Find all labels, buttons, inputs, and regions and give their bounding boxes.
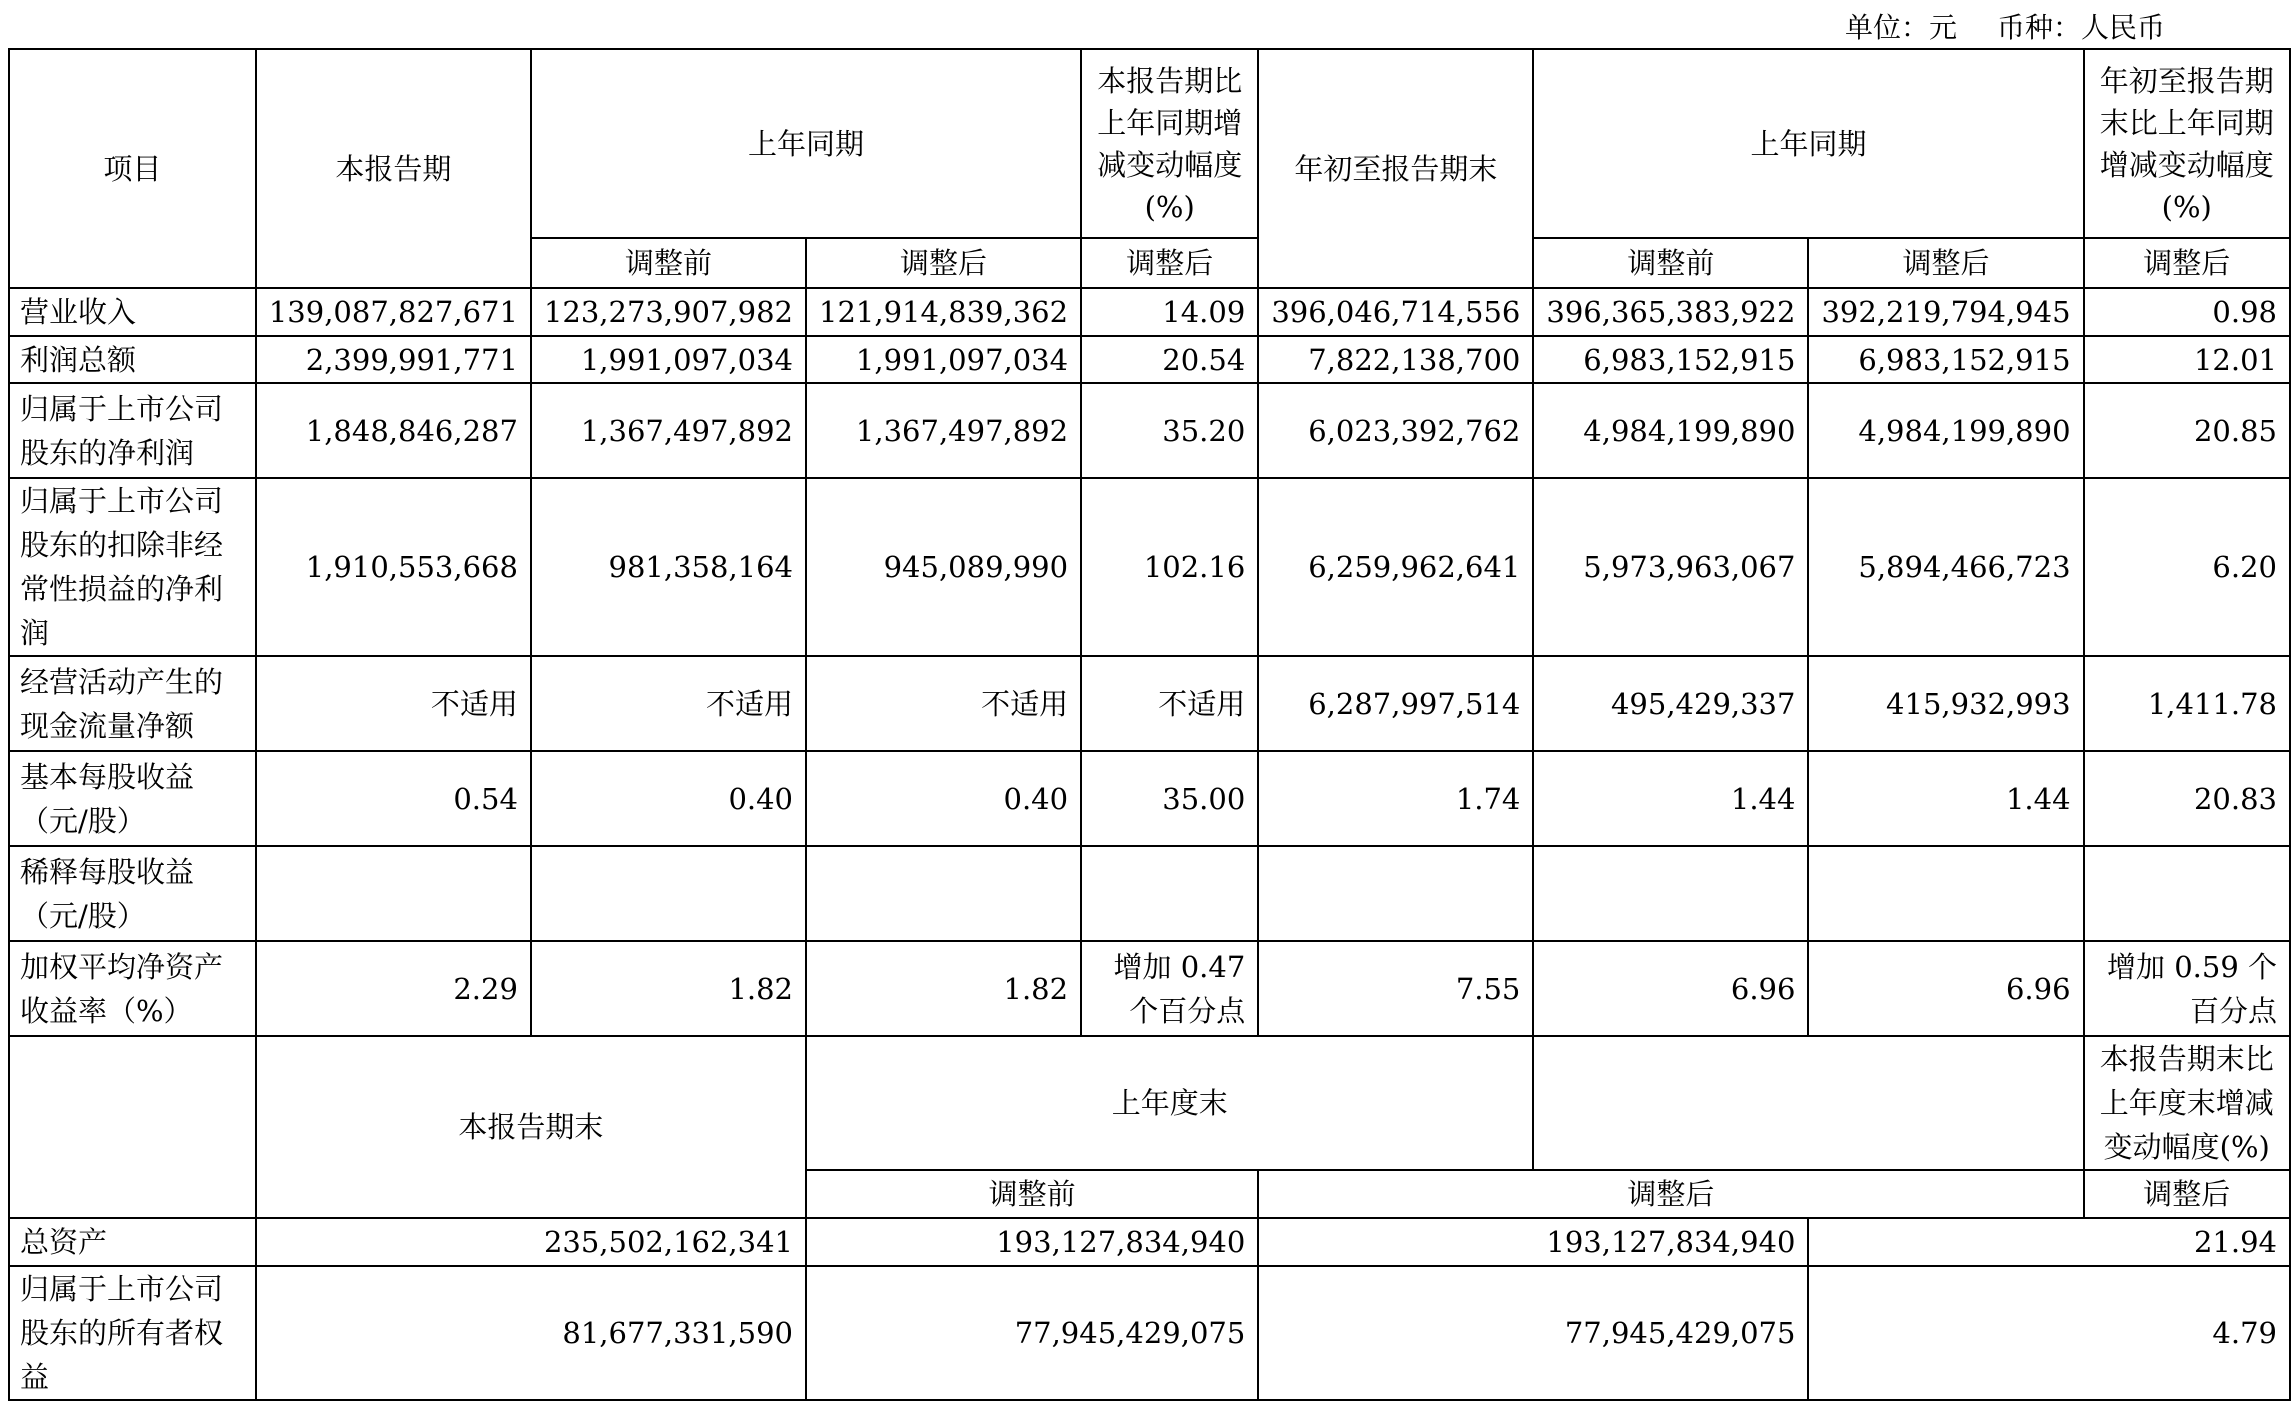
cell-prior-before: 1,367,497,892 xyxy=(531,383,806,478)
cell-ytd-change: 0.98 xyxy=(2084,288,2290,336)
unit-line xyxy=(1845,6,2165,46)
balance-item: 总资产 xyxy=(9,1218,256,1266)
cell-current: 1,848,846,287 xyxy=(256,383,531,478)
cell-ytd-change xyxy=(2084,846,2290,941)
table-row xyxy=(9,846,2290,941)
table-row xyxy=(9,478,2290,656)
cell-prior-after: 不适用 xyxy=(806,656,1081,751)
header-item: 项目 xyxy=(9,49,256,288)
row-item: 稀释每股收益（元/股） xyxy=(9,846,256,941)
balance-after: 193,127,834,940 xyxy=(1258,1218,1808,1266)
cell-ytd-prior-after xyxy=(1808,846,2083,941)
cell-current: 0.54 xyxy=(256,751,531,846)
cell-prior-after: 1,991,097,034 xyxy=(806,336,1081,383)
balance-before: 193,127,834,940 xyxy=(806,1218,1258,1266)
cell-ytd-change: 1,411.78 xyxy=(2084,656,2290,751)
cell-current: 不适用 xyxy=(256,656,531,751)
balance-item: 归属于上市公司股东的所有者权益 xyxy=(9,1266,256,1400)
cell-ytd-prior-before: 1.44 xyxy=(1533,751,1808,846)
balance-period-end: 235,502,162,341 xyxy=(256,1218,806,1266)
financial-table xyxy=(8,48,2291,1401)
header-prior-year-ytd: 上年同期 xyxy=(1533,49,2083,238)
cell-change: 不适用 xyxy=(1081,656,1258,751)
cell-current: 1,910,553,668 xyxy=(256,478,531,656)
row-item: 基本每股收益（元/股） xyxy=(9,751,256,846)
balance-subheader-before: 调整前 xyxy=(806,1170,1258,1218)
cell-ytd-change: 12.01 xyxy=(2084,336,2290,383)
cell-ytd-prior-after: 392,219,794,945 xyxy=(1808,288,2083,336)
row-item: 加权平均净资产收益率（%） xyxy=(9,941,256,1036)
cell-ytd-prior-after: 6,983,152,915 xyxy=(1808,336,2083,383)
header-current-period: 本报告期 xyxy=(256,49,531,288)
balance-period-end: 81,677,331,590 xyxy=(256,1266,806,1400)
row-item: 利润总额 xyxy=(9,336,256,383)
row-item: 归属于上市公司股东的扣除非经常性损益的净利润 xyxy=(9,478,256,656)
cell-prior-after: 0.40 xyxy=(806,751,1081,846)
subheader-ytd-before: 调整前 xyxy=(1533,238,1808,288)
balance-subheader-after: 调整后 xyxy=(1258,1170,2083,1218)
cell-ytd-change: 20.83 xyxy=(2084,751,2290,846)
currency-label: 币种：人民币 xyxy=(1997,11,2166,44)
cell-prior-after: 945,089,990 xyxy=(806,478,1081,656)
table-row xyxy=(9,656,2290,751)
cell-current: 2.29 xyxy=(256,941,531,1036)
subheader-change-after: 调整后 xyxy=(1081,238,1258,288)
cell-current: 139,087,827,671 xyxy=(256,288,531,336)
cell-ytd-prior-before xyxy=(1533,846,1808,941)
balance-header-blank xyxy=(9,1036,256,1218)
table-row xyxy=(9,941,2290,1036)
cell-prior-before: 1,991,097,034 xyxy=(531,336,806,383)
balance-header-change: 本报告期末比上年度末增减变动幅度(%) xyxy=(2084,1036,2290,1170)
cell-ytd-change: 6.20 xyxy=(2084,478,2290,656)
cell-prior-after: 1,367,497,892 xyxy=(806,383,1081,478)
balance-subheader-change-after: 调整后 xyxy=(2084,1170,2290,1218)
subheader-ytd-change-after: 调整后 xyxy=(2084,238,2290,288)
balance-header-row xyxy=(9,1036,2290,1170)
cell-prior-before: 981,358,164 xyxy=(531,478,806,656)
cell-ytd-prior-before: 495,429,337 xyxy=(1533,656,1808,751)
header-ytd: 年初至报告期末 xyxy=(1258,49,1533,288)
header-change-current: 本报告期比上年同期增减变动幅度(%) xyxy=(1081,49,1258,238)
balance-change: 4.79 xyxy=(1808,1266,2290,1400)
balance-change: 21.94 xyxy=(1808,1218,2290,1266)
subheader-before: 调整前 xyxy=(531,238,806,288)
row-item: 经营活动产生的现金流量净额 xyxy=(9,656,256,751)
cell-ytd-change: 增加 0.59 个百分点 xyxy=(2084,941,2290,1036)
cell-ytd xyxy=(1258,846,1533,941)
cell-ytd: 1.74 xyxy=(1258,751,1533,846)
cell-ytd: 7.55 xyxy=(1258,941,1533,1036)
row-item: 营业收入 xyxy=(9,288,256,336)
cell-change xyxy=(1081,846,1258,941)
cell-ytd-prior-before: 4,984,199,890 xyxy=(1533,383,1808,478)
cell-ytd: 7,822,138,700 xyxy=(1258,336,1533,383)
cell-ytd: 396,046,714,556 xyxy=(1258,288,1533,336)
cell-change: 102.16 xyxy=(1081,478,1258,656)
cell-ytd-prior-before: 6,983,152,915 xyxy=(1533,336,1808,383)
balance-after: 77,945,429,075 xyxy=(1258,1266,1808,1400)
cell-change: 14.09 xyxy=(1081,288,1258,336)
balance-row xyxy=(9,1218,2290,1266)
cell-current: 2,399,991,771 xyxy=(256,336,531,383)
cell-ytd-prior-after: 6.96 xyxy=(1808,941,2083,1036)
header-prior-year: 上年同期 xyxy=(531,49,1081,238)
cell-prior-after xyxy=(806,846,1081,941)
cell-ytd: 6,287,997,514 xyxy=(1258,656,1533,751)
balance-before: 77,945,429,075 xyxy=(806,1266,1258,1400)
cell-prior-before: 1.82 xyxy=(531,941,806,1036)
cell-current xyxy=(256,846,531,941)
table-row xyxy=(9,383,2290,478)
cell-ytd-change: 20.85 xyxy=(2084,383,2290,478)
cell-ytd-prior-before: 396,365,383,922 xyxy=(1533,288,1808,336)
table-row xyxy=(9,336,2290,383)
cell-ytd-prior-before: 5,973,963,067 xyxy=(1533,478,1808,656)
header-change-ytd: 年初至报告期末比上年同期增减变动幅度(%) xyxy=(2084,49,2290,238)
cell-ytd-prior-after: 1.44 xyxy=(1808,751,2083,846)
cell-prior-before: 0.40 xyxy=(531,751,806,846)
cell-ytd-prior-after: 4,984,199,890 xyxy=(1808,383,2083,478)
cell-prior-before: 不适用 xyxy=(531,656,806,751)
table-row xyxy=(9,288,2290,336)
cell-ytd: 6,259,962,641 xyxy=(1258,478,1533,656)
balance-header-prior-year-end: 上年度末 xyxy=(806,1036,1533,1170)
subheader-after: 调整后 xyxy=(806,238,1081,288)
cell-change: 35.20 xyxy=(1081,383,1258,478)
cell-change: 35.00 xyxy=(1081,751,1258,846)
balance-row xyxy=(9,1266,2290,1400)
unit-label: 单位：元 xyxy=(1845,11,1958,44)
subheader-ytd-after: 调整后 xyxy=(1808,238,2083,288)
cell-ytd-prior-before: 6.96 xyxy=(1533,941,1808,1036)
cell-prior-before: 123,273,907,982 xyxy=(531,288,806,336)
balance-header-period-end: 本报告期末 xyxy=(256,1036,806,1218)
cell-ytd-prior-after: 415,932,993 xyxy=(1808,656,2083,751)
cell-change: 增加 0.47 个百分点 xyxy=(1081,941,1258,1036)
cell-prior-before xyxy=(531,846,806,941)
balance-header-prior-year-end-cont xyxy=(1533,1036,2083,1170)
cell-ytd-prior-after: 5,894,466,723 xyxy=(1808,478,2083,656)
row-item: 归属于上市公司股东的净利润 xyxy=(9,383,256,478)
cell-ytd: 6,023,392,762 xyxy=(1258,383,1533,478)
cell-prior-after: 1.82 xyxy=(806,941,1081,1036)
cell-prior-after: 121,914,839,362 xyxy=(806,288,1081,336)
header-row xyxy=(9,49,2290,238)
cell-change: 20.54 xyxy=(1081,336,1258,383)
table-row xyxy=(9,751,2290,846)
